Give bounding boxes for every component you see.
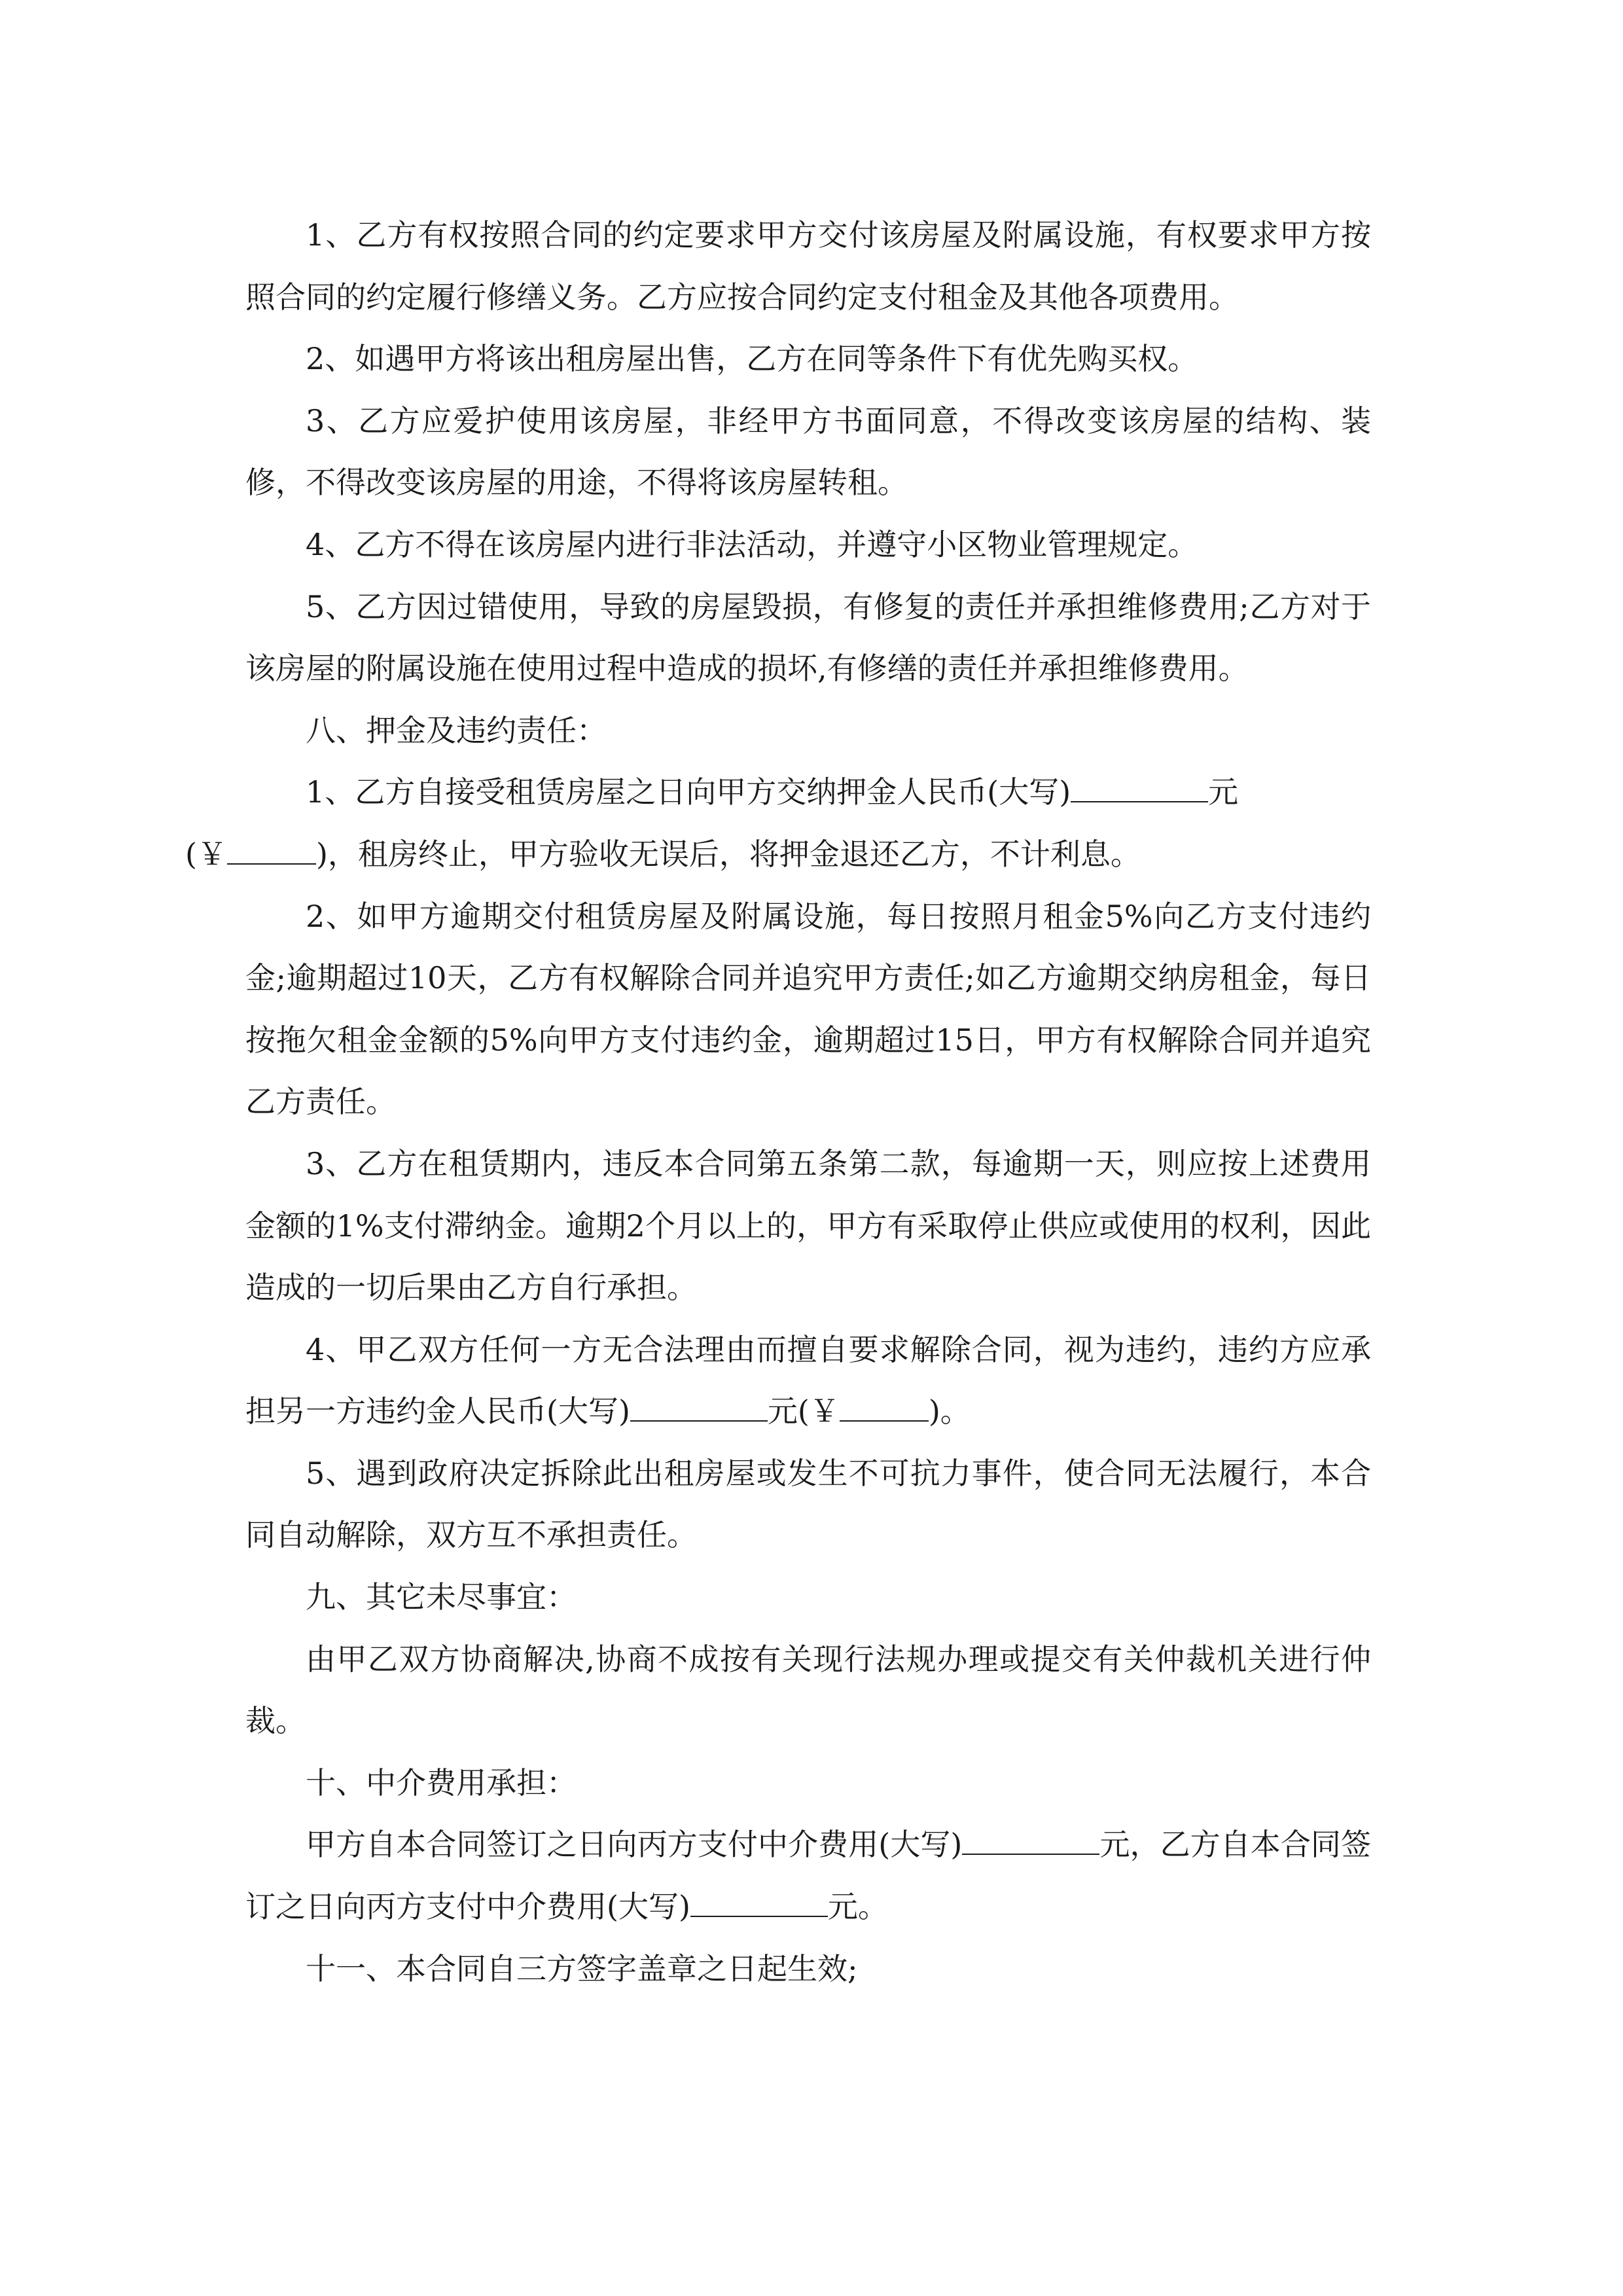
deposit-amount-figures-blank <box>227 837 316 865</box>
tenant-agency-fee-blank <box>690 1890 828 1917</box>
clause-7-3: 3、乙方应爱护使用该房屋，非经甲方书面同意，不得改变该房屋的结构、装修，不得改变该房屋的用途，不得将该房屋转租。 <box>245 403 1371 501</box>
clause-8-1 <box>185 761 1371 885</box>
clause-8-4-text-a: 4、甲乙双方任何一方无合法理由而擅自要求解除合同，视为违约，违约方应承担另一方违约金人民币(大写) <box>245 1331 1371 1429</box>
clause-7-4: 4、乙方不得在该房屋内进行非法活动，并遵守小区物业管理规定。 <box>306 526 1198 562</box>
penalty-amount-figures-blank <box>840 1394 929 1422</box>
clause-8-4-text-b: 元(￥ <box>767 1393 840 1429</box>
document-page <box>185 204 1371 2000</box>
clause-10 <box>245 1814 1371 1937</box>
penalty-amount-words-blank <box>630 1394 768 1422</box>
clause-8-3: 3、乙方在租赁期内，违反本合同第五条第二款，每逾期一天，则应按上述费用金额的1%支付滞纳金。逾期2个月以上的，甲方有采取停止供应或使用的权利，因此造成的一切后果由乙方自行承担。 <box>245 1145 1371 1306</box>
clause-8-4-text-c: )。 <box>928 1393 971 1429</box>
clause-10-text-c: 元。 <box>827 1889 888 1925</box>
clause-8-1-text-c: (￥ <box>185 836 227 872</box>
section-heading-11: 十一、本合同自三方签字盖章之日起生效; <box>306 1950 858 1986</box>
section-heading-10: 十、中介费用承担： <box>306 1765 577 1801</box>
clause-7-5: 5、乙方因过错使用，导致的房屋毁损，有修复的责任并承担维修费用;乙方对于该房屋的附属设施在使用过程中造成的损坏,有修缮的责任并承担维修费用。 <box>245 588 1371 687</box>
landlord-agency-fee-blank <box>962 1827 1099 1855</box>
clause-8-1-text-a: 1、乙方自接受租赁房屋之日向甲方交纳押金人民币(大写) <box>306 774 1071 810</box>
section-heading-9: 九、其它未尽事宜： <box>306 1579 577 1615</box>
clause-8-1-text-d: )，租房终止，甲方验收无误后，将押金退还乙方，不计利息。 <box>315 836 1141 872</box>
clause-8-2: 2、如甲方逾期交付租赁房屋及附属设施，每日按照月租金5%向乙方支付违约金;逾期超过10天，乙方有权解除合同并追究甲方责任;如乙方逾期交纳房租金，每日按拖欠租金金额的5%向甲方支付违约金，逾期超过15日，甲方有权解除合同并追究乙方责任。 <box>245 898 1371 1120</box>
clause-7-1: 1、乙方有权按照合同的约定要求甲方交付该房屋及附属设施，有权要求甲方按照合同的约定履行修缮义务。乙方应按合同约定支付租金及其他各项费用。 <box>245 217 1371 315</box>
clause-7-2: 2、如遇甲方将该出租房屋出售，乙方在同等条件下有优先购买权。 <box>306 341 1198 377</box>
deposit-amount-words-blank <box>1071 775 1208 802</box>
clause-9: 由甲乙双方协商解决,协商不成按有关现行法规办理或提交有关仲裁机关进行仲裁。 <box>245 1641 1371 1739</box>
clause-8-5: 5、遇到政府决定拆除此出租房屋或发生不可抗力事件，使合同无法履行，本合同自动解除，双方互不承担责任。 <box>245 1455 1371 1553</box>
clause-10-text-a: 甲方自本合同签订之日向丙方支付中介费用(大写) <box>306 1827 963 1863</box>
clause-10-text-b: 元，乙方自本合同签订之日向丙方支付中介费用(大写) <box>245 1827 1371 1925</box>
section-heading-8: 八、押金及违约责任： <box>306 712 607 748</box>
clause-8-1-text-b: 元 <box>1208 774 1239 810</box>
clause-8-4 <box>245 1319 1371 1443</box>
